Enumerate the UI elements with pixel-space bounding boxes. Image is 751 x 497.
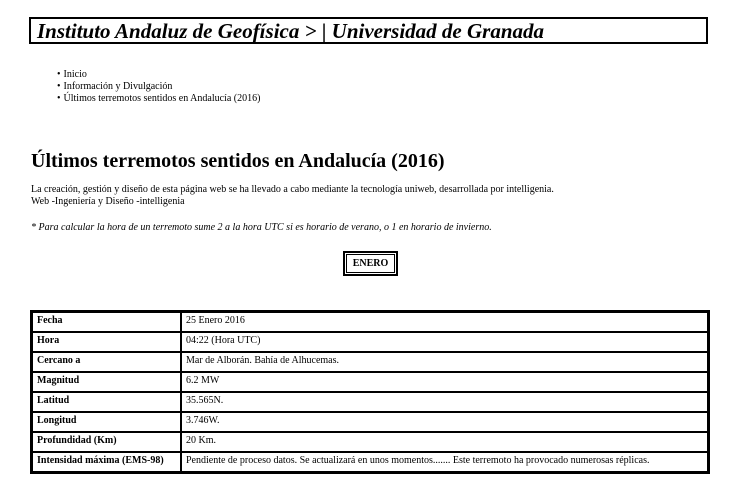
- intro-line-1: La creación, gestión y diseño de esta página web se ha llevado a cabo mediante la tecnología uniweb, desarrollada por intelligenia.: [31, 184, 554, 195]
- nav-item-inicio[interactable]: • Inicio: [57, 69, 260, 81]
- intro-text: [31, 184, 554, 208]
- table-row: [32, 412, 708, 432]
- row-value: 6.2 MW: [181, 372, 708, 392]
- row-key: Magnitud: [32, 372, 181, 392]
- table-row: [32, 352, 708, 372]
- row-key: Profundidad (Km): [32, 432, 181, 452]
- site-title[interactable]: Instituto Andaluz de Geofísica > | Universidad de Granada: [37, 19, 545, 43]
- table-row: [32, 452, 708, 472]
- row-key: Longitud: [32, 412, 181, 432]
- nav-item-informacion[interactable]: • Información y Divulgación: [57, 81, 260, 93]
- site-header: [29, 17, 708, 44]
- intro-line-2: Web -Ingeniería y Diseño -intelligenia: [31, 196, 185, 207]
- utc-note: * Para calcular la hora de un terremoto sume 2 a la hora UTC si es horario de verano, o 1 en horario de invierno.: [31, 222, 492, 233]
- table-row: [32, 392, 708, 412]
- row-value: 04:22 (Hora UTC): [181, 332, 708, 352]
- table-row: [32, 372, 708, 392]
- table-row: [32, 312, 708, 332]
- page-title: Últimos terremotos sentidos en Andalucía (2016): [31, 150, 445, 172]
- row-value: Mar de Alborán. Bahía de Alhucemas.: [181, 352, 708, 372]
- row-key: Intensidad máxima (EMS-98): [32, 452, 181, 472]
- row-key: Fecha: [32, 312, 181, 332]
- month-button-label: ENERO: [346, 254, 396, 273]
- table-row: [32, 432, 708, 452]
- row-value: 3.746W.: [181, 412, 708, 432]
- row-key: Hora: [32, 332, 181, 352]
- row-key: Cercano a: [32, 352, 181, 372]
- row-value: Pendiente de proceso datos. Se actualizará en unos momentos....... Este terremoto ha provocado numerosas réplicas.: [181, 452, 708, 472]
- earthquake-table: [30, 310, 710, 474]
- row-value: 25 Enero 2016: [181, 312, 708, 332]
- table-row: [32, 332, 708, 352]
- row-value: 35.565N.: [181, 392, 708, 412]
- month-button-enero[interactable]: [343, 251, 398, 276]
- breadcrumb-nav: [57, 69, 260, 105]
- row-value: 20 Km.: [181, 432, 708, 452]
- nav-item-terremotos[interactable]: • Últimos terremotos sentidos en Andalucía (2016): [57, 93, 260, 105]
- row-key: Latitud: [32, 392, 181, 412]
